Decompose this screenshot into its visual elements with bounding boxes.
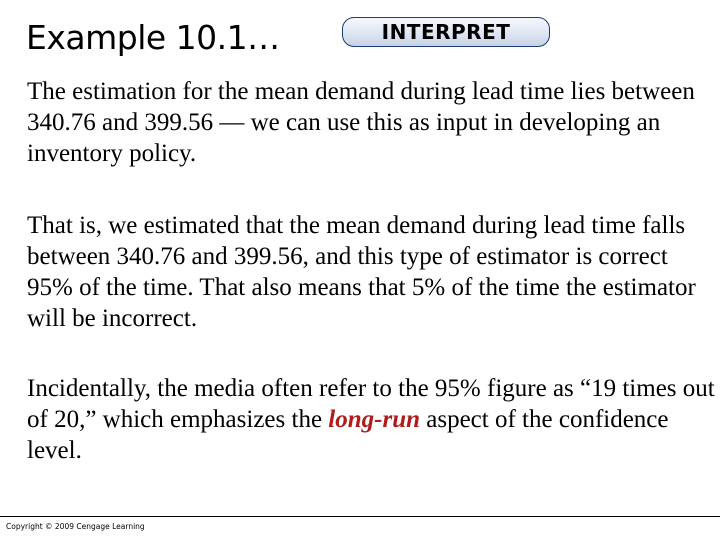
paragraph-media-text-start: Incidentally, the media often refer to the 95% figure as “19 times out of 20,” which emphasizes the xyxy=(27,375,715,433)
slide-title: Example 10.1… xyxy=(26,18,280,57)
interpret-badge: INTERPRET xyxy=(342,17,550,47)
footer-divider xyxy=(0,516,720,517)
copyright-notice: Copyright © 2009 Cengage Learning xyxy=(6,522,145,531)
paragraph-media xyxy=(27,373,719,466)
paragraph-interpretation: That is, we estimated that the mean demand during lead time falls between 340.76 and 399.56, and this type of estimator is correct 95% of the time. That also means that 5% of the time the estimator will be incorrect. xyxy=(27,212,696,332)
long-run-emphasis: long-run xyxy=(328,406,421,433)
paragraph-estimation: The estimation for the mean demand during lead time lies between 340.76 and 399.56 — we can use this as input in developing an inventory policy. xyxy=(27,78,695,167)
paragraph-media-text-end: aspect of the confidence level. xyxy=(27,406,669,464)
